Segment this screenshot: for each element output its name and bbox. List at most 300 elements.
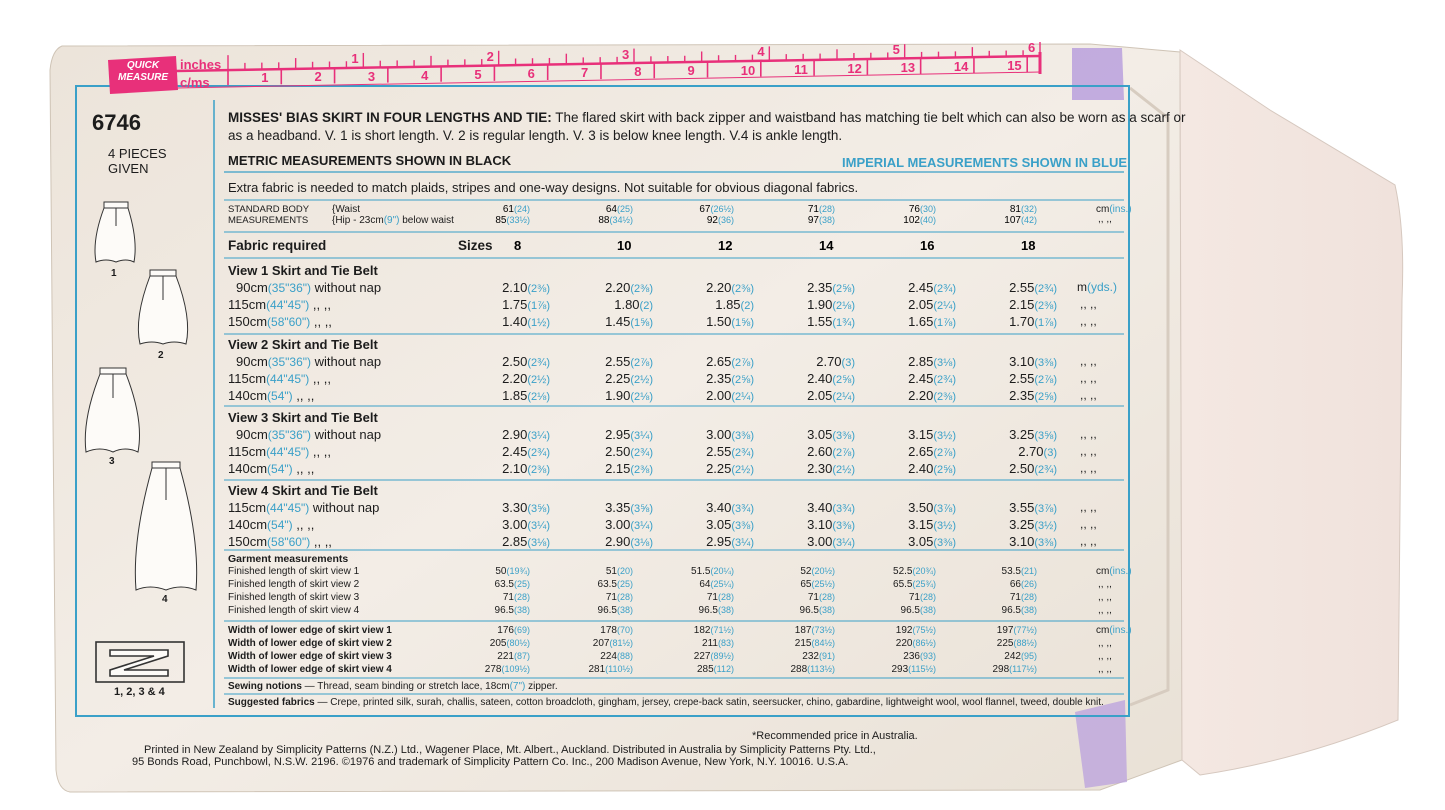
garment-value bbox=[495, 605, 530, 616]
nap-note: ,, ,, bbox=[309, 371, 331, 386]
nap-note: ,, ,, bbox=[292, 388, 315, 403]
waist-value-metric: 71 bbox=[807, 204, 819, 215]
garment-unit-a: cm bbox=[1096, 566, 1110, 577]
garment-value-imperial: (69) bbox=[513, 625, 530, 635]
hip-value bbox=[707, 215, 734, 226]
purple-corner-top bbox=[1072, 48, 1124, 100]
yardage-value-imperial: (2⅜) bbox=[933, 391, 956, 403]
yardage-value-metric: 2.20 bbox=[502, 371, 528, 386]
hip-value-imperial: (42) bbox=[1020, 215, 1037, 225]
garment-row-label: Width of lower edge of skirt view 2 bbox=[228, 638, 392, 649]
garment-value-metric: 52 bbox=[800, 566, 812, 577]
yardage-value bbox=[908, 371, 956, 386]
garment-value bbox=[1004, 651, 1037, 662]
yardage-value-imperial: (3¼) bbox=[630, 430, 653, 442]
garment-value bbox=[903, 651, 936, 662]
yardage-unit bbox=[1080, 354, 1097, 368]
fabric-width-label bbox=[228, 371, 331, 386]
yardage-value bbox=[605, 444, 653, 459]
yardage-value-imperial: (3½) bbox=[933, 520, 956, 532]
yardage-value-imperial: (3) bbox=[1043, 447, 1057, 459]
yardage-value-metric: 2.50 bbox=[502, 354, 528, 369]
yardage-value bbox=[605, 388, 653, 403]
garment-value bbox=[800, 566, 835, 577]
garment-value bbox=[485, 664, 530, 675]
garment-value-metric: 52.5 bbox=[893, 566, 913, 577]
garment-value-metric: 66 bbox=[1009, 579, 1021, 590]
garment-value-metric: 285 bbox=[696, 664, 714, 675]
yardage-value-metric: 2.50 bbox=[1009, 461, 1035, 476]
yardage-value bbox=[605, 534, 653, 549]
ruler-cm-label: 6 bbox=[527, 65, 535, 81]
yardage-value-metric: 3.25 bbox=[1009, 427, 1035, 442]
yardage-value bbox=[605, 371, 653, 386]
garment-value bbox=[699, 579, 734, 590]
body-unit-ditto: ,, ,, bbox=[1098, 214, 1112, 225]
garment-value-imperial: (25½) bbox=[811, 579, 835, 589]
fabric-width-label bbox=[228, 297, 331, 312]
garment-value-imperial: (75½) bbox=[912, 625, 936, 635]
yardage-value-metric: 2.55 bbox=[605, 354, 631, 369]
yardage-value-imperial: (1⅝) bbox=[731, 317, 754, 329]
garment-value bbox=[893, 579, 936, 590]
ruler-cm-label: 11 bbox=[794, 61, 808, 77]
garment-row-label: Finished length of skirt view 4 bbox=[228, 605, 360, 616]
recommended-price: *Recommended price in Australia. bbox=[752, 730, 918, 742]
yardage-unit bbox=[1080, 314, 1097, 328]
garment-value-metric: 227 bbox=[693, 651, 711, 662]
ruler-cm-label: 2 bbox=[314, 69, 322, 85]
yardage-value bbox=[908, 427, 956, 442]
garment-value-imperial: (28) bbox=[818, 592, 835, 602]
yardage-unit bbox=[1080, 517, 1097, 531]
fabric-width-cm: 115cm bbox=[228, 297, 267, 312]
garment-value bbox=[896, 638, 936, 649]
fabric-width-label bbox=[228, 517, 314, 532]
unit-ditto: ,, ,, bbox=[1080, 354, 1097, 368]
garment-value-metric: 65.5 bbox=[893, 579, 913, 590]
garment-row-label: Width of lower edge of skirt view 3 bbox=[228, 651, 392, 662]
garment-value-metric: 178 bbox=[600, 625, 617, 636]
yardage-value-metric: 2.00 bbox=[706, 388, 732, 403]
garment-value bbox=[694, 625, 734, 636]
yardage-value bbox=[1009, 297, 1057, 312]
yardage-value bbox=[1009, 388, 1057, 403]
ruler-cm-label: 15 bbox=[1007, 58, 1022, 74]
garment-value bbox=[490, 638, 530, 649]
garment-value-imperial: (38) bbox=[1020, 605, 1037, 615]
yardage-value-imperial: (2⅛) bbox=[630, 391, 653, 403]
sewing-notions-text-a: — Thread, seam binding or stretch lace, 18cm bbox=[301, 681, 510, 692]
yardage-value bbox=[908, 444, 956, 459]
garment-value-imperial: (21) bbox=[1020, 566, 1037, 576]
garment-value bbox=[790, 664, 835, 675]
yardage-value-metric: 2.45 bbox=[502, 444, 528, 459]
yardage-value-metric: 2.55 bbox=[706, 444, 732, 459]
garment-ditto: ,, ,, bbox=[1098, 592, 1112, 603]
pieces-given: GIVEN bbox=[108, 161, 149, 176]
body-label-1: STANDARD BODY bbox=[228, 204, 310, 215]
yardage-value-metric: 3.10 bbox=[1009, 354, 1035, 369]
fabric-width-in: (44"45") bbox=[266, 372, 310, 386]
yardage-value-metric: 2.70 bbox=[816, 354, 842, 369]
yardage-value bbox=[502, 444, 550, 459]
garment-value bbox=[1010, 579, 1037, 590]
garment-row-label: Width of lower edge of skirt view 1 bbox=[228, 625, 392, 636]
yardage-value-metric: 3.55 bbox=[1009, 500, 1035, 515]
garment-value-imperial: (28) bbox=[919, 592, 936, 602]
fabric-required-heading: Fabric required bbox=[228, 238, 327, 253]
pieces-count: 4 PIECES bbox=[108, 146, 167, 161]
garment-value bbox=[795, 625, 835, 636]
waist-value bbox=[699, 204, 734, 215]
yardage-value-metric: 3.30 bbox=[502, 500, 528, 515]
yardage-value-imperial: (3⅜) bbox=[832, 430, 855, 442]
fabric-width-in: (58"60") bbox=[267, 315, 311, 329]
yardage-value bbox=[807, 500, 855, 515]
garment-value bbox=[891, 664, 936, 675]
garment-value bbox=[909, 592, 936, 603]
yardage-value-metric: 3.10 bbox=[807, 517, 833, 532]
yardage-value-metric: 1.55 bbox=[807, 314, 833, 329]
ruler-cm-label: 13 bbox=[900, 59, 916, 75]
garment-value bbox=[901, 605, 936, 616]
garment-value-metric: 288 bbox=[790, 664, 808, 675]
yardage-value-metric: 3.10 bbox=[1009, 534, 1035, 549]
garment-row-label: Finished length of skirt view 1 bbox=[228, 566, 360, 577]
fabric-width-cm: 90cm bbox=[236, 427, 268, 442]
yardage-unit bbox=[1080, 371, 1097, 385]
ruler-cm-label: 3 bbox=[367, 68, 376, 84]
yardage-value-metric: 2.05 bbox=[807, 388, 833, 403]
yardage-value bbox=[807, 517, 855, 532]
yardage-value-imperial: (3⅜) bbox=[832, 520, 855, 532]
garment-value-imperial: (28) bbox=[616, 592, 633, 602]
garment-unit-a: cm bbox=[1096, 625, 1110, 636]
waist-value-metric: 67 bbox=[699, 204, 711, 215]
yardage-value-imperial: (1⅞) bbox=[933, 317, 956, 329]
garment-value-imperial: (87) bbox=[513, 651, 530, 661]
garment-unit bbox=[1098, 592, 1112, 603]
garment-value-imperial: (25) bbox=[616, 579, 633, 589]
yardage-value-metric: 3.00 bbox=[502, 517, 528, 532]
yardage-value bbox=[605, 427, 653, 442]
yardage-value bbox=[807, 388, 855, 403]
footer-line-1: Printed in New Zealand by Simplicity Patterns (N.Z.) Ltd., Wagener Place, Mt. Albert., Auckland. Distributed in Australia by Simplicity Patterns Pty. Ltd., bbox=[144, 744, 876, 756]
yardage-value-metric: 3.05 bbox=[706, 517, 732, 532]
unit-ditto: ,, ,, bbox=[1080, 461, 1097, 475]
unit-m: m bbox=[1077, 280, 1087, 294]
garment-value bbox=[800, 605, 835, 616]
yardage-unit bbox=[1080, 534, 1097, 548]
body-label-2: MEASUREMENTS bbox=[228, 215, 309, 226]
yardage-value bbox=[605, 314, 653, 329]
waist-value-metric: 76 bbox=[908, 204, 920, 215]
yardage-value-imperial: (3⅜) bbox=[1034, 537, 1057, 549]
garment-value-imperial: (110½) bbox=[605, 664, 633, 674]
yardage-value-metric: 1.45 bbox=[605, 314, 631, 329]
nap-note: ,, ,, bbox=[309, 297, 331, 312]
hip-value bbox=[1004, 215, 1037, 226]
garment-value-imperial: (19¾) bbox=[506, 566, 530, 576]
garment-value-metric: 71 bbox=[1009, 592, 1021, 603]
yardage-value bbox=[908, 534, 956, 549]
garment-value-metric: 50 bbox=[495, 566, 507, 577]
yardage-value-metric: 2.55 bbox=[1009, 280, 1035, 295]
garment-value-imperial: (81½) bbox=[609, 638, 633, 648]
description-title: MISSES' BIAS SKIRT IN FOUR LENGTHS AND TIE: bbox=[228, 110, 552, 125]
yardage-value-imperial: (1⅝) bbox=[630, 317, 653, 329]
garment-ditto: ,, ,, bbox=[1098, 664, 1112, 675]
garment-value-imperial: (20½) bbox=[811, 566, 835, 576]
yardage-value-metric: 1.85 bbox=[502, 388, 528, 403]
yardage-value bbox=[807, 297, 855, 312]
yardage-value-metric: 1.70 bbox=[1009, 314, 1035, 329]
yardage-value-imperial: (2¾) bbox=[630, 447, 653, 459]
yardage-value bbox=[502, 280, 550, 295]
yardage-value-imperial: (2⅞) bbox=[630, 357, 653, 369]
yardage-value bbox=[1009, 534, 1057, 549]
yardage-value bbox=[706, 427, 754, 442]
envelope-flap bbox=[1180, 50, 1403, 775]
yardage-value-imperial: (2¾) bbox=[933, 283, 956, 295]
garment-value-imperial: (77½) bbox=[1013, 625, 1037, 635]
garment-value-metric: 64 bbox=[699, 579, 711, 590]
garment-unit bbox=[1096, 625, 1132, 636]
fabric-width-in: (44"45") bbox=[266, 501, 310, 515]
yardage-value bbox=[1009, 371, 1057, 386]
garment-value-metric: 192 bbox=[895, 625, 913, 636]
garment-value-metric: 197 bbox=[996, 625, 1014, 636]
hip-label bbox=[332, 215, 454, 226]
garment-value-imperial: (25¾) bbox=[912, 579, 936, 589]
yardage-value-imperial: (2⅜) bbox=[630, 283, 653, 295]
body-unit-a: cm bbox=[1096, 204, 1110, 215]
garment-value-metric: 215 bbox=[794, 638, 812, 649]
garment-value-metric: 220 bbox=[895, 638, 913, 649]
yardage-value-metric: 3.00 bbox=[807, 534, 833, 549]
yardage-value-imperial: (3⅛) bbox=[933, 357, 956, 369]
unit-ditto: ,, ,, bbox=[1080, 314, 1097, 328]
ruler-inch-label: 3 bbox=[622, 46, 630, 62]
garment-value bbox=[802, 651, 835, 662]
unit-ditto: ,, ,, bbox=[1080, 297, 1097, 311]
garment-value bbox=[1002, 605, 1037, 616]
yardage-value bbox=[706, 280, 754, 295]
yardage-value-imperial: (2¾) bbox=[527, 447, 550, 459]
garment-value-metric: 53.5 bbox=[1001, 566, 1021, 577]
fabric-width-cm: 150cm bbox=[228, 314, 268, 329]
yardage-value bbox=[502, 517, 550, 532]
fabric-width-cm: 150cm bbox=[228, 534, 268, 549]
suggested-fabrics-label: Suggested fabrics bbox=[228, 697, 315, 708]
yardage-value-metric: 3.25 bbox=[1009, 517, 1035, 532]
yardage-value-imperial: (2¾) bbox=[933, 374, 956, 386]
garment-unit-b: (ins.) bbox=[1109, 566, 1132, 577]
yardage-value-imperial: (2⅜) bbox=[527, 464, 550, 476]
garment-value-imperial: (117½) bbox=[1009, 664, 1037, 674]
yardage-value-imperial: (2⅞) bbox=[933, 447, 956, 459]
hip-label-b: (9") bbox=[383, 215, 400, 226]
yardage-value bbox=[605, 517, 653, 532]
fabric-width-cm: 90cm bbox=[236, 280, 268, 295]
yardage-value-metric: 2.25 bbox=[706, 461, 732, 476]
waist-value bbox=[606, 204, 633, 215]
yardage-value-metric: 3.05 bbox=[908, 534, 934, 549]
yardage-value-imperial: (2¾) bbox=[1034, 464, 1057, 476]
yardage-value-imperial: (2¾) bbox=[731, 447, 754, 459]
yardage-value-imperial: (3⅝) bbox=[630, 503, 653, 515]
nap-note: ,, ,, bbox=[310, 314, 332, 329]
ruler-inch-label: 2 bbox=[486, 48, 494, 64]
garment-value bbox=[600, 625, 633, 636]
yardage-value-metric: 3.15 bbox=[908, 427, 934, 442]
garment-unit bbox=[1096, 566, 1132, 577]
garment-value-metric: 281 bbox=[588, 664, 606, 675]
garment-value-imperial: (20¾) bbox=[912, 566, 936, 576]
garment-value-imperial: (91) bbox=[818, 651, 835, 661]
yardage-value-metric: 1.50 bbox=[706, 314, 732, 329]
yardage-value-imperial: (2⅞) bbox=[832, 447, 855, 459]
garment-value-metric: 211 bbox=[702, 638, 718, 649]
yardage-value-metric: 2.15 bbox=[605, 461, 631, 476]
garment-value-metric: 205 bbox=[489, 638, 507, 649]
garment-value-imperial: (28) bbox=[1020, 592, 1037, 602]
garment-value-imperial: (84½) bbox=[811, 638, 835, 648]
garment-value-metric: 298 bbox=[992, 664, 1010, 675]
garment-value-metric: 51.5 bbox=[691, 566, 711, 577]
yardage-value-metric: 2.60 bbox=[807, 444, 833, 459]
yardage-value-imperial: (3) bbox=[841, 357, 855, 369]
garment-unit bbox=[1098, 651, 1112, 662]
garment-value-imperial: (89½) bbox=[710, 651, 734, 661]
garment-value-metric: 71 bbox=[502, 592, 514, 603]
hip-value-metric: 92 bbox=[706, 215, 718, 226]
hip-value bbox=[903, 215, 936, 226]
ruler-logo-bottom: MEASURE bbox=[117, 72, 168, 83]
garment-value bbox=[707, 592, 734, 603]
yardage-value-imperial: (3½) bbox=[1034, 520, 1057, 532]
garment-value-metric: 207 bbox=[592, 638, 610, 649]
garment-ditto: ,, ,, bbox=[1098, 651, 1112, 662]
yardage-value-metric: 2.65 bbox=[706, 354, 732, 369]
garment-value-metric: 221 bbox=[497, 651, 514, 662]
garment-value-imperial: (38) bbox=[616, 605, 633, 615]
yardage-value-metric: 2.10 bbox=[502, 461, 528, 476]
imperial-heading: IMPERIAL MEASUREMENTS SHOWN IN BLUE bbox=[842, 155, 1128, 170]
nap-note: ,, ,, bbox=[292, 517, 315, 532]
yardage-value bbox=[706, 534, 754, 549]
garment-value-metric: 176 bbox=[497, 625, 514, 636]
body-unit-b: (ins.) bbox=[1109, 204, 1132, 215]
yardage-value bbox=[706, 354, 754, 369]
garment-value-metric: 63.5 bbox=[597, 579, 617, 590]
yardage-value-imperial: (2½) bbox=[527, 374, 550, 386]
yardage-value-imperial: (3¾) bbox=[832, 503, 855, 515]
ruler-cm-label: 4 bbox=[421, 67, 429, 83]
garment-value-imperial: (38) bbox=[919, 605, 936, 615]
ruler-logo-top: QUICK bbox=[126, 60, 160, 71]
sizes-heading: Sizes bbox=[458, 238, 493, 253]
yardage-value-metric: 1.90 bbox=[605, 388, 631, 403]
yardage-value-imperial: (2⅜) bbox=[630, 464, 653, 476]
garment-value bbox=[495, 579, 530, 590]
yardage-value bbox=[605, 500, 653, 515]
view-title: View 4 Skirt and Tie Belt bbox=[228, 483, 378, 498]
garment-value-metric: 293 bbox=[891, 664, 909, 675]
yardage-value bbox=[706, 371, 754, 386]
fabric-width-cm: 115cm bbox=[228, 500, 267, 515]
yardage-value-metric: 2.25 bbox=[605, 371, 631, 386]
fabric-width-label bbox=[228, 500, 379, 515]
yardage-unit bbox=[1077, 280, 1117, 294]
yardage-value-imperial: (3¼) bbox=[527, 430, 550, 442]
garment-value-imperial: (112) bbox=[713, 664, 734, 674]
waist-value-metric: 81 bbox=[1009, 204, 1021, 215]
yardage-value-imperial: (2) bbox=[639, 300, 653, 312]
yardage-unit bbox=[1080, 444, 1097, 458]
yardage-value-imperial: (3⅛) bbox=[527, 537, 550, 549]
size-header: 14 bbox=[819, 238, 834, 253]
yardage-value-metric: 2.90 bbox=[605, 534, 631, 549]
hip-value-imperial: (40) bbox=[919, 215, 936, 225]
hip-value-imperial: (34½) bbox=[609, 215, 633, 225]
garment-value-imperial: (20¼) bbox=[710, 566, 734, 576]
ruler-cm-label: 5 bbox=[474, 66, 482, 82]
waist-value-imperial: (25) bbox=[616, 204, 633, 214]
yardage-value-metric: 3.40 bbox=[807, 500, 833, 515]
garment-value bbox=[593, 638, 633, 649]
garment-heading: Garment measurements bbox=[228, 553, 349, 565]
yardage-value bbox=[605, 461, 653, 476]
view-title: View 3 Skirt and Tie Belt bbox=[228, 410, 378, 425]
yardage-value bbox=[1018, 444, 1057, 459]
yardage-value-imperial: (2⅞) bbox=[731, 357, 754, 369]
garment-value bbox=[598, 579, 633, 590]
garment-value bbox=[503, 592, 530, 603]
garment-value-imperial: (109½) bbox=[501, 664, 530, 674]
yardage-value-metric: 2.85 bbox=[908, 354, 934, 369]
fabric-width-in: (35"36") bbox=[267, 428, 312, 442]
yardage-value-imperial: (2⅜) bbox=[527, 283, 550, 295]
yardage-value-metric: 2.95 bbox=[706, 534, 732, 549]
yardage-value bbox=[502, 500, 550, 515]
yardage-value-metric: 2.20 bbox=[908, 388, 934, 403]
yardage-value-imperial: (3⅞) bbox=[933, 503, 956, 515]
hip-value-metric: 88 bbox=[598, 215, 610, 226]
yardage-value bbox=[1009, 354, 1057, 369]
fabric-width-in: (44"45") bbox=[266, 445, 310, 459]
garment-value bbox=[896, 625, 936, 636]
garment-value bbox=[598, 605, 633, 616]
waist-value-imperial: (28) bbox=[818, 204, 835, 214]
size-header: 8 bbox=[514, 238, 522, 253]
hip-value-metric: 85 bbox=[495, 215, 507, 226]
fabric-width-label bbox=[228, 461, 314, 476]
yardage-value-imperial: (3⅜) bbox=[1034, 357, 1057, 369]
yardage-value-imperial: (2¼) bbox=[933, 300, 956, 312]
description-text-1: The flared skirt with back zipper and waistband has matching tie belt which can also be worn as a scarf or bbox=[551, 110, 1186, 125]
hip-value-metric: 97 bbox=[807, 215, 819, 226]
yardage-value-imperial: (3⅜) bbox=[731, 430, 754, 442]
garment-unit bbox=[1098, 664, 1112, 675]
description-line-2: as a headband. V. 1 is short length. V. 2 is regular length. V. 3 is below knee length. V.4 is ankle length. bbox=[228, 128, 843, 143]
ruler-cm-label: 12 bbox=[847, 60, 862, 76]
unit-yds: (yds.) bbox=[1087, 280, 1117, 294]
yardage-value-imperial: (2) bbox=[740, 300, 754, 312]
garment-value-metric: 96.5 bbox=[494, 605, 514, 616]
yardage-value bbox=[614, 297, 653, 312]
